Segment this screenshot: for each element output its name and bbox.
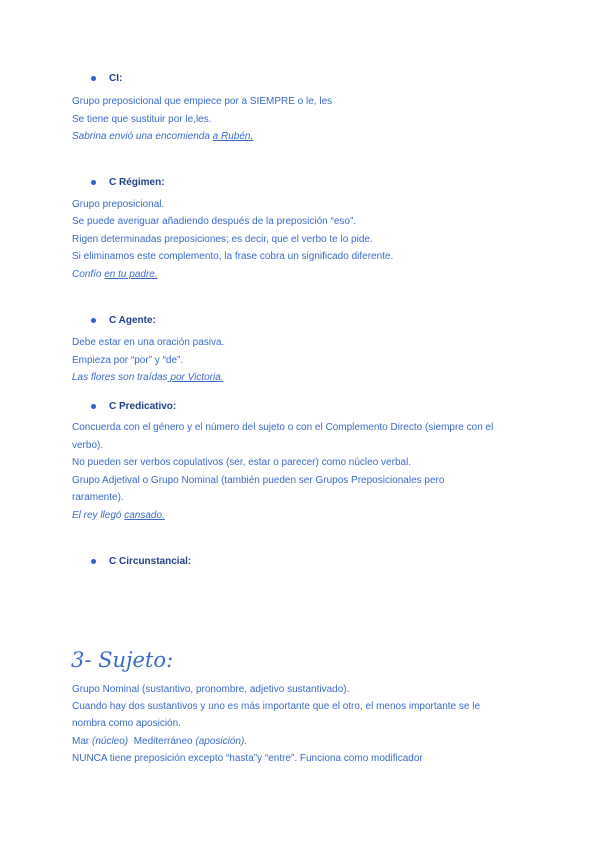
text-line: Debe estar en una oración pasiva. <box>72 337 225 348</box>
text-line: Grupo preposicional. <box>72 199 165 210</box>
example-line <box>72 371 224 384</box>
bullet-heading-cpredicativo <box>91 401 176 412</box>
example-note: (aposición). <box>195 736 248 747</box>
text-line: Concuerda con el género y el número del sujeto o con el Complemento Directo (siempre con el <box>72 422 494 433</box>
bullet-heading-ccircunstancial <box>91 556 191 567</box>
text-line: Empieza por “por” y “de”. <box>72 355 184 366</box>
text-line: Cuando hay dos sustantivos y uno es más importante que el otro, el menos importante se le <box>72 701 481 712</box>
bullet-icon <box>91 180 96 185</box>
example-text: Las flores son traídas <box>72 372 168 383</box>
text-line: verbo). <box>72 440 104 451</box>
example-text: El rey llegó <box>72 510 125 521</box>
text-line: raramente). <box>72 492 124 503</box>
example-underlined: cansado. <box>124 510 165 521</box>
example-line <box>72 268 158 281</box>
bullet-icon <box>91 559 96 564</box>
heading-text: CI: <box>109 73 123 84</box>
example-line <box>72 130 253 143</box>
text-line: No pueden ser verbos copulativos (ser, estar o parecer) como núcleo verbal. <box>72 457 412 468</box>
text-line: Grupo preposicional que empiece por a SIEMPRE o le, les <box>72 96 333 107</box>
example-underlined: en tu padre. <box>104 269 158 280</box>
bullet-icon <box>91 404 96 409</box>
text-line: Si eliminamos este complemento, la frase cobra un significado diferente. <box>72 251 394 262</box>
text-line: Grupo Nominal (sustantivo, pronombre, adjetivo sustantivado). <box>72 684 350 695</box>
example-text: Confío <box>72 269 105 280</box>
example-text: Sabrina envió una encomienda <box>72 131 213 142</box>
text-line: Rigen determinadas preposiciones; es decir, que el verbo te lo pide. <box>72 234 373 245</box>
example-note: (núcleo) <box>92 736 129 747</box>
bullet-heading-cagente <box>91 315 156 326</box>
text-line: Grupo Adjetival o Grupo Nominal (también pueden ser Grupos Preposicionales pero <box>72 475 445 486</box>
bullet-heading-ci <box>91 73 122 84</box>
text-line: Se puede averiguar añadiendo después de la preposición “eso”. <box>72 216 357 227</box>
bullet-heading-cregimen <box>91 177 165 188</box>
example-underlined: a Rubén. <box>212 131 254 142</box>
example-line <box>72 735 247 748</box>
bullet-icon <box>91 318 96 323</box>
text-line: NUNCA tiene preposición excepto “hasta”y “entre”. Funciona como modificador <box>72 753 423 764</box>
bullet-icon <box>91 76 96 81</box>
heading-text: C Predicativo: <box>109 401 177 412</box>
heading-text: C Circunstancial: <box>109 556 192 567</box>
text-line: nombra como aposición. <box>72 718 181 729</box>
text-line: Se tiene que sustituir por le,les. <box>72 114 212 125</box>
example-underlined: por Victoria. <box>167 372 224 383</box>
heading-text: C Agente: <box>109 315 156 326</box>
section-title: 3- Sujeto: <box>71 648 174 672</box>
example-text: Mediterráneo <box>128 736 196 747</box>
example-text: Mar <box>72 736 92 747</box>
heading-text: C Régimen: <box>109 177 165 188</box>
example-line <box>72 509 165 522</box>
